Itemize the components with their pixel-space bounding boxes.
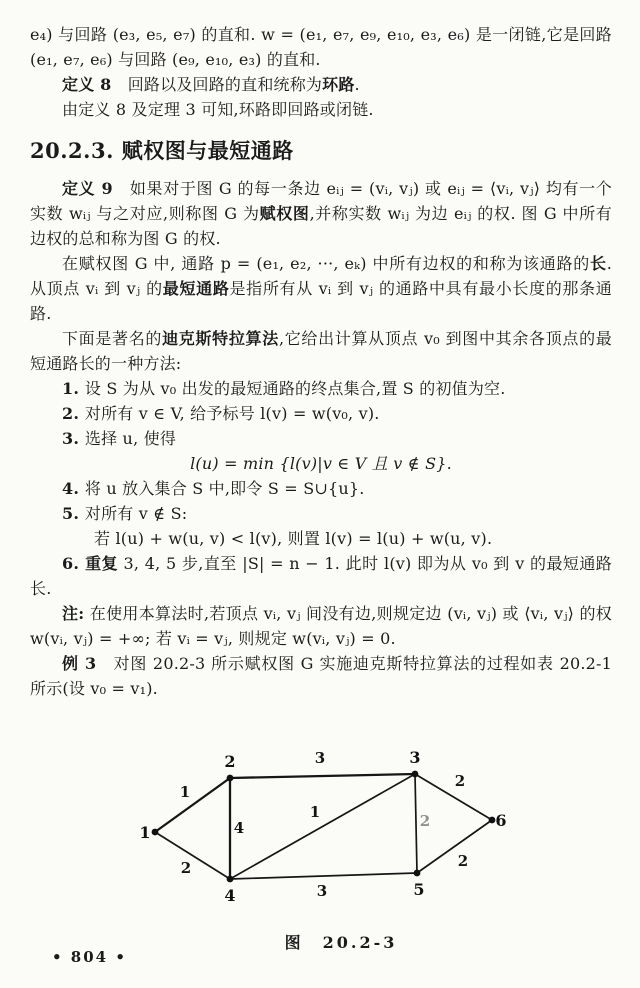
algorithm-step-3: [30, 426, 612, 451]
vertex-label: 1: [139, 823, 151, 842]
definition-9: [30, 176, 612, 251]
text-run: 1.: [62, 379, 85, 398]
algorithm-step-5: [30, 501, 612, 526]
graph-vertex-dot: [489, 817, 496, 824]
text-run: 5.: [62, 504, 85, 523]
text-run: 环路: [322, 75, 355, 94]
graph-edge: [155, 778, 230, 832]
text-run: 4.: [62, 479, 85, 498]
text-run: 赋权图: [259, 204, 310, 223]
text-run: 注:: [62, 604, 85, 623]
graph-vertex-dot: [412, 771, 419, 778]
paragraph-dijkstra-intro: [30, 326, 612, 376]
definition-8-remark: [30, 97, 612, 122]
graph-edge: [230, 774, 415, 778]
vertex-label: 4: [224, 886, 236, 905]
edge-weight-label: 2: [419, 812, 431, 830]
algorithm-step-1: [30, 376, 612, 401]
algorithm-note: [30, 601, 612, 651]
text-run: 将 u 放入集合 S 中,即令 S = S∪{u}.: [84, 479, 365, 498]
text-run: 定义 8: [62, 75, 112, 94]
graph-vertex-dot: [414, 870, 421, 877]
text-run: e₄) 与回路 (e₃, e₅, e₇) 的直和. w = (e₁, e₇, e₉, e₁₀, e₃, e₆) 是一闭链,它是回路 (e₁, e₇, e₆) 与回路 (e₉, e₁₀, e₃) 的直和.: [30, 25, 612, 69]
text-run: 对所有 v ∈ V, 给予标号 l(v) = w(v₀, v).: [84, 404, 380, 423]
text-run: 选择 u, 使得: [84, 429, 177, 448]
definition-8: [30, 72, 612, 97]
text-run: 3, 4, 5 步,直至 |S| = n − 1. 此时 l(v) 即为从 v₀ 到 v 的最短通路长.: [30, 554, 612, 598]
text-run: 如果对于图 G 的每一条边 eᵢⱼ = (vᵢ, vⱼ) 或 eᵢⱼ = ⟨vᵢ, vⱼ⟩ 均有一个实数 wᵢⱼ 与之对应,则称图 G 为: [30, 179, 612, 223]
text-run: 在使用本算法时,若顶点 vᵢ, vⱼ 间没有边,则规定边 (vᵢ, vⱼ) 或 ⟨vᵢ, vⱼ⟩ 的权 w(vᵢ, vⱼ) = +∞; 若 vᵢ = vⱼ, 则规定 w(vᵢ, vⱼ) = 0.: [30, 604, 612, 648]
graph-edge: [230, 774, 415, 879]
edge-weight-label: 1: [309, 803, 321, 821]
algorithm-step-4: [30, 476, 612, 501]
text-run: ,它给出计算从顶点 v₀ 到图中其余各顶点的最短通路长的一种方法:: [30, 329, 612, 373]
edge-weight-label: 2: [457, 852, 469, 870]
graph-edge: [230, 873, 417, 879]
text-run: 在赋权图 G 中, 通路 p = (e₁, e₂, ···, eₖ) 中所有边权的和称为该通路的: [62, 254, 590, 273]
text-run: 例 3: [62, 654, 97, 673]
figure-20-2-3: [102, 729, 580, 953]
example-3: [30, 651, 612, 701]
section-heading: 20.2.3. 赋权图与最短通路: [30, 138, 294, 163]
algorithm-step-3-formula: l(u) = min {l(v)|v ∈ V 且 v ∉ S}.: [190, 454, 452, 473]
edge-weight-label: 4: [233, 819, 245, 837]
text-run: 重复: [85, 554, 119, 573]
page-number: • 804 •: [52, 948, 127, 966]
weighted-graph-diagram: [102, 729, 580, 914]
text-run: 定义 9: [62, 179, 113, 198]
text-run: . 从顶点 vᵢ 到 vⱼ 的: [30, 254, 612, 298]
vertex-label: 2: [224, 752, 236, 771]
text-run: .: [354, 75, 360, 94]
graph-vertex-dot: [227, 775, 234, 782]
text-run: 若 l(u) + w(u, v) < l(v), 则置 l(v) = l(u) + w(u, v).: [94, 529, 493, 548]
edge-weight-label: 3: [314, 749, 326, 767]
text-run: 是指所有从 vᵢ 到 vⱼ 的通路中具有最小长度的那条通路.: [30, 279, 612, 323]
vertex-label: 3: [409, 748, 421, 767]
text-run: 回路以及回路的直和统称为: [111, 75, 323, 94]
text-run: 下面是著名的: [62, 329, 163, 348]
text-run: 2.: [62, 404, 85, 423]
vertex-label: 5: [413, 880, 425, 899]
paragraph-continuation: [30, 22, 612, 72]
text-run: 3.: [62, 429, 85, 448]
graph-vertex-dot: [227, 876, 234, 883]
figure-caption: 图 20.2-3: [284, 933, 398, 952]
edge-weight-label: 1: [179, 783, 191, 801]
text-run: 迪克斯特拉算法: [162, 329, 279, 348]
text-run: 6.: [62, 554, 86, 573]
text-run: 设 S 为从 v₀ 出发的最短通路的终点集合,置 S 的初值为空.: [84, 379, 506, 398]
edge-weight-label: 2: [454, 772, 466, 790]
text-run: 由定义 8 及定理 3 可知,环路即回路或闭链.: [62, 100, 374, 119]
text-run: 对图 20.2-3 所示赋权图 G 实施迪克斯特拉算法的过程如表 20.2-1 所示(设 v₀ = v₁).: [30, 654, 612, 698]
vertex-label: 6: [495, 811, 507, 830]
text-run: 对所有 v ∉ S:: [84, 504, 188, 523]
text-run: ,并称实数 wᵢⱼ 为边 eᵢⱼ 的权. 图 G 中所有边权的总和称为图 G 的权.: [30, 204, 612, 248]
edge-weight-label: 2: [180, 859, 192, 877]
algorithm-step-6: [30, 551, 612, 601]
graph-vertex-dot: [152, 829, 159, 836]
algorithm-step-5-condition: [30, 526, 612, 551]
text-run: 长: [589, 254, 607, 273]
graph-edge: [415, 774, 417, 873]
algorithm-step-2: [30, 401, 612, 426]
graph-edge: [155, 832, 230, 879]
text-run: 最短通路: [162, 279, 230, 298]
edge-weight-label: 3: [316, 882, 328, 900]
paragraph-path-length: [30, 251, 612, 326]
